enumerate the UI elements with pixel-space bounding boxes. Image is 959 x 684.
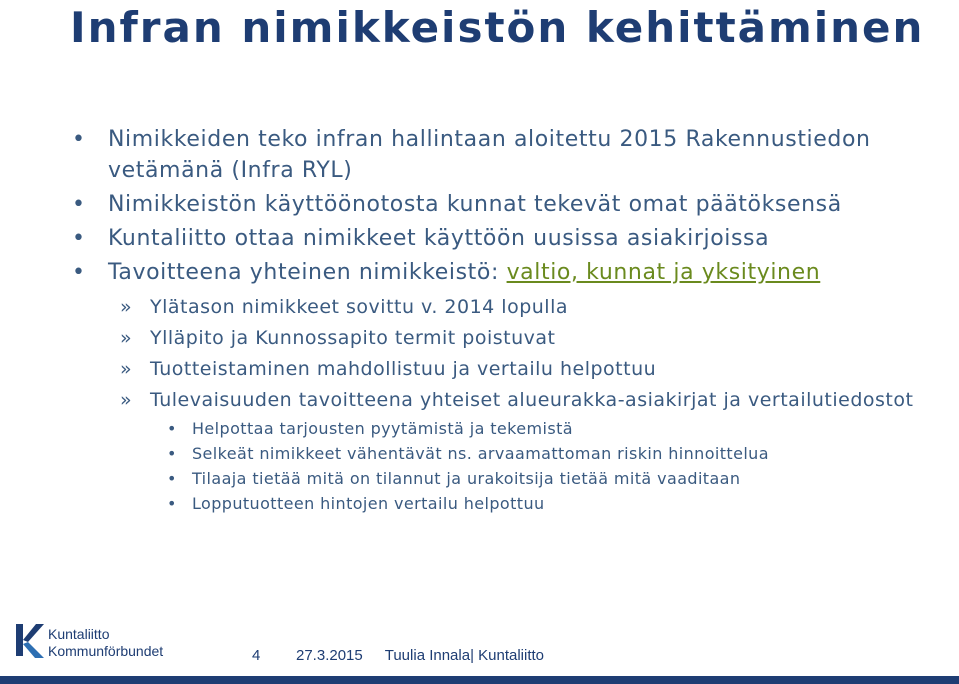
logo-line-2: Kommunförbundet [48, 643, 164, 659]
bullet-text: Kuntaliitto ottaa nimikkeet käyttöön uusissa asiakirjoissa [108, 226, 770, 251]
slide-title: Infran nimikkeistön kehittäminen [70, 3, 925, 52]
bullet-item [70, 223, 930, 254]
sub-sub-bullet-marker: • [167, 444, 177, 463]
sub-bullet-marker: » [120, 327, 133, 349]
sub-sub-bullet-item [70, 468, 930, 490]
sub-bullet-item [70, 387, 930, 413]
bottom-bar [0, 676, 959, 684]
bullet-item [70, 189, 930, 220]
bullet-marker: • [72, 260, 86, 285]
sub-sub-bullet-marker: • [167, 469, 177, 488]
sub-bullet-text: Ylätason nimikkeet sovittu v. 2014 lopulla [150, 296, 569, 318]
bullet-item [70, 257, 930, 288]
footer-author: Tuulia Innala| Kuntaliitto [384, 647, 545, 664]
sub-bullet-marker: » [120, 358, 133, 380]
sub-bullet-text: Tulevaisuuden tavoitteena yhteiset alueurakka-asiakirjat ja vertailutiedostot [150, 389, 914, 411]
sub-bullet-marker: » [120, 389, 133, 411]
sub-sub-bullet-text: Selkeät nimikkeet vähentävät ns. arvaamattoman riskin hinnoittelua [192, 444, 769, 463]
sub-sub-bullet-text: Tilaaja tietää mitä on tilannut ja urakoitsija tietää mitä vaaditaan [192, 469, 741, 488]
bullet-list [70, 124, 930, 288]
slide-content [70, 124, 930, 518]
bullet-text: Tavoitteena yhteinen nimikkeistö: [108, 260, 507, 285]
slide-footer [252, 646, 544, 666]
logo-text [48, 626, 163, 660]
sub-bullet-item [70, 356, 930, 382]
sub-sub-bullet-item [70, 493, 930, 515]
sub-bullet-item [70, 325, 930, 351]
page-number: 4 [252, 647, 261, 664]
kuntaliitto-logo [14, 620, 194, 666]
sub-bullet-list [70, 294, 930, 413]
bullet-marker: • [72, 226, 86, 251]
sub-sub-bullet-item [70, 443, 930, 465]
bullet-link[interactable]: valtio, kunnat ja yksityinen [506, 260, 821, 285]
sub-bullet-text: Ylläpito ja Kunnossapito termit poistuvat [150, 327, 556, 349]
sub-sub-bullet-item [70, 418, 930, 440]
k-mark-icon [14, 620, 46, 662]
sub-bullet-text: Tuotteistaminen mahdollistuu ja vertailu helpottuu [150, 358, 657, 380]
bullet-item [70, 124, 930, 186]
sub-sub-bullet-marker: • [167, 419, 177, 438]
sub-sub-bullet-text: Lopputuotteen hintojen vertailu helpottuu [192, 494, 545, 513]
sub-bullet-item [70, 294, 930, 320]
sub-bullet-marker: » [120, 296, 133, 318]
footer-date: 27.3.2015 [296, 647, 363, 664]
bullet-marker: • [72, 192, 86, 217]
sub-sub-bullet-marker: • [167, 494, 177, 513]
sub-sub-bullet-text: Helpottaa tarjousten pyytämistä ja tekemistä [192, 419, 573, 438]
sub-sub-bullet-list [70, 418, 930, 515]
logo-line-1: Kuntaliitto [48, 626, 110, 642]
bullet-text: Nimikkeiden teko infran hallintaan aloitettu 2015 Rakennustiedon vetämänä (Infra RYL) [108, 127, 871, 183]
bullet-text: Nimikkeistön käyttöönotosta kunnat tekevät omat päätöksensä [108, 192, 842, 217]
bullet-marker: • [72, 127, 86, 152]
